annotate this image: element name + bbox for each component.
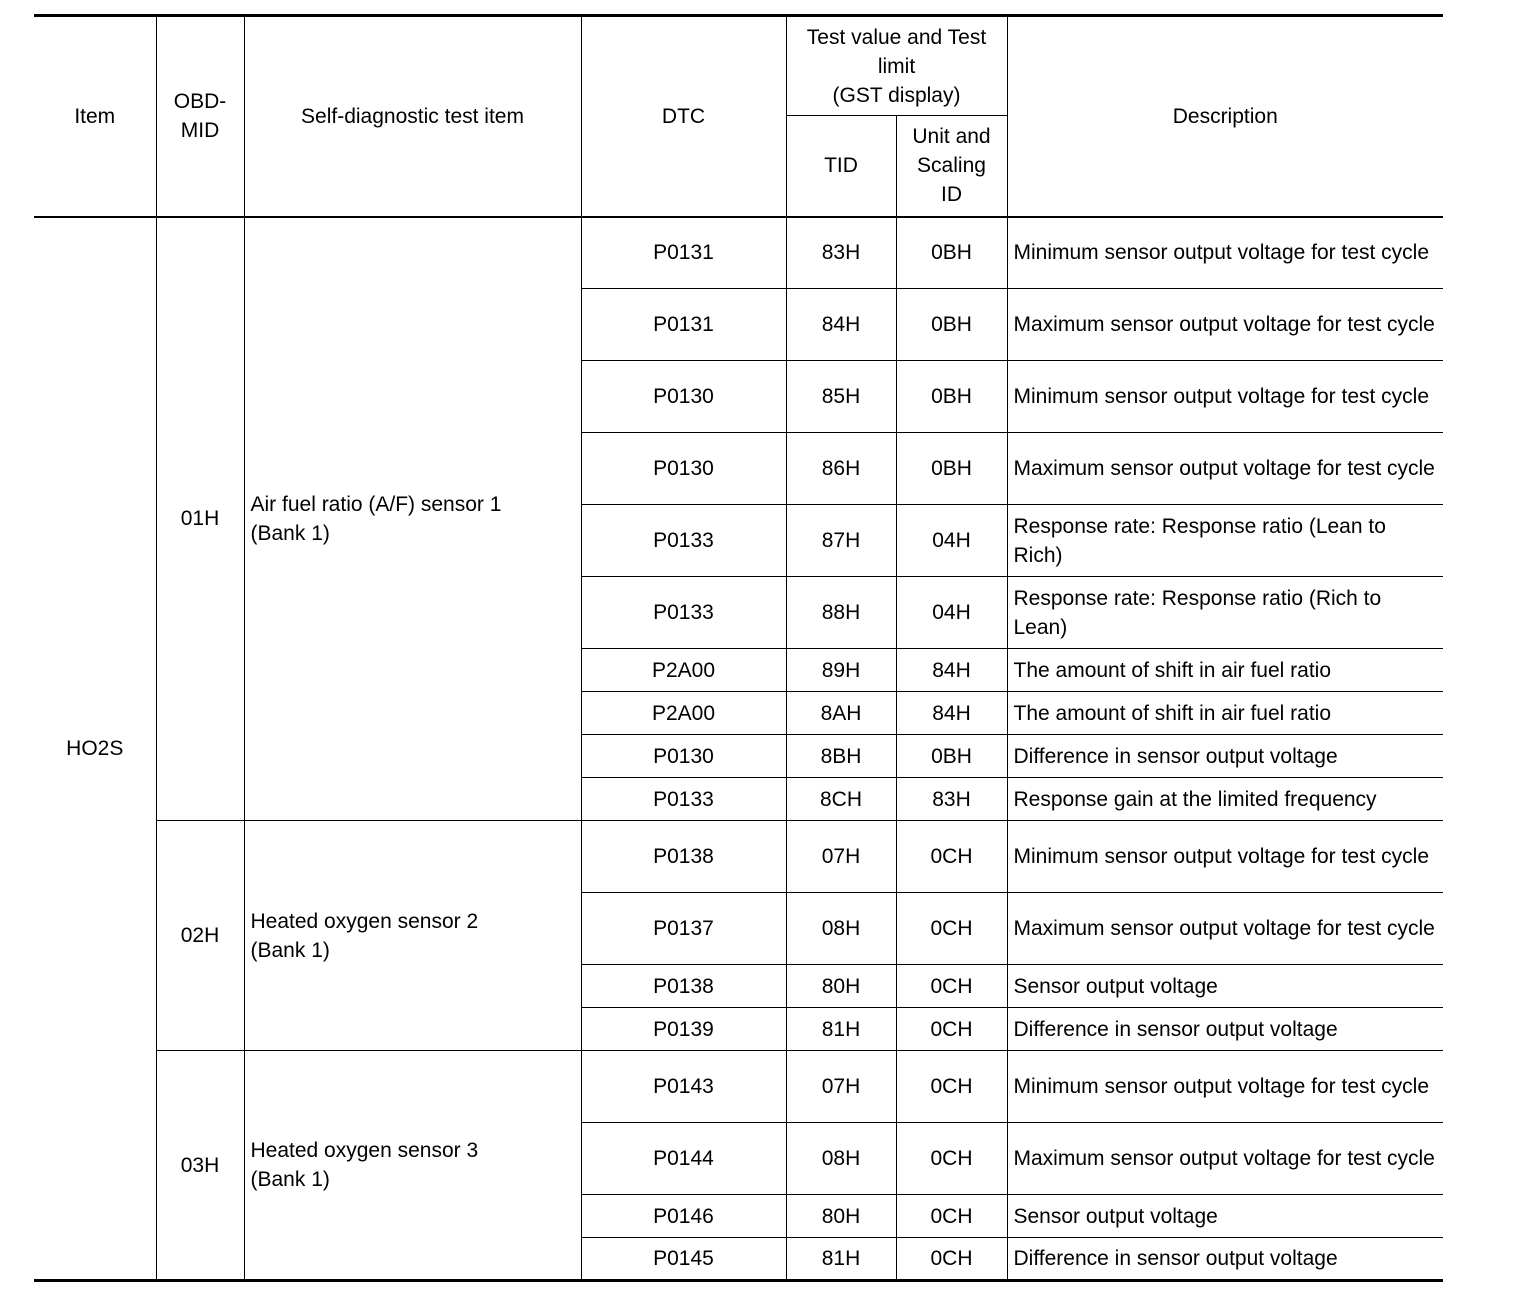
dtc-cell: P0130	[581, 433, 786, 505]
dtc-cell: P0133	[581, 505, 786, 577]
dtc-cell: P0146	[581, 1195, 786, 1238]
description-cell: The amount of shift in air fuel ratio	[1007, 649, 1443, 692]
description-cell: Minimum sensor output voltage for test cycle	[1007, 821, 1443, 893]
dtc-cell: P0138	[581, 965, 786, 1008]
header-test-value: Test value and Test limit (GST display)	[786, 16, 1007, 116]
header-row-1	[34, 16, 1443, 116]
unit-cell: 0CH	[896, 893, 1007, 965]
header-self-diagnostic-test-item: Self-diagnostic test item	[244, 16, 581, 217]
tid-cell: 83H	[786, 217, 896, 289]
unit-cell: 0CH	[896, 821, 1007, 893]
tid-cell: 80H	[786, 965, 896, 1008]
unit-cell: 84H	[896, 692, 1007, 735]
tid-cell: 8AH	[786, 692, 896, 735]
description-cell: Difference in sensor output voltage	[1007, 1008, 1443, 1051]
unit-cell: 0CH	[896, 1051, 1007, 1123]
description-cell: Minimum sensor output voltage for test cycle	[1007, 217, 1443, 289]
dtc-cell: P0145	[581, 1238, 786, 1281]
unit-cell: 84H	[896, 649, 1007, 692]
unit-cell: 0BH	[896, 289, 1007, 361]
description-cell: Response gain at the limited frequency	[1007, 778, 1443, 821]
tid-cell: 89H	[786, 649, 896, 692]
tid-cell: 80H	[786, 1195, 896, 1238]
header-unit-scaling-id: Unit and Scaling ID	[896, 116, 1007, 217]
unit-cell: 0BH	[896, 217, 1007, 289]
obd-mid-table	[34, 14, 1443, 1282]
tid-cell: 07H	[786, 1051, 896, 1123]
obd-mid-cell: 02H	[156, 821, 244, 1051]
unit-cell: 0CH	[896, 1008, 1007, 1051]
unit-cell: 04H	[896, 505, 1007, 577]
test-item-cell: Heated oxygen sensor 2 (Bank 1)	[244, 821, 581, 1051]
dtc-cell: P0130	[581, 735, 786, 778]
header-description: Description	[1007, 16, 1443, 217]
dtc-cell: P0137	[581, 893, 786, 965]
description-cell: Sensor output voltage	[1007, 1195, 1443, 1238]
description-cell: Sensor output voltage	[1007, 965, 1443, 1008]
header-obd-mid: OBD- MID	[156, 16, 244, 217]
unit-cell: 0BH	[896, 361, 1007, 433]
unit-cell: 0CH	[896, 1238, 1007, 1281]
dtc-cell: P0143	[581, 1051, 786, 1123]
dtc-cell: P2A00	[581, 649, 786, 692]
dtc-cell: P0144	[581, 1123, 786, 1195]
dtc-cell: P0138	[581, 821, 786, 893]
description-cell: Response rate: Response ratio (Rich to Lean)	[1007, 577, 1443, 649]
test-item-cell: Heated oxygen sensor 3 (Bank 1)	[244, 1051, 581, 1281]
unit-cell: 0CH	[896, 965, 1007, 1008]
dtc-cell: P0133	[581, 577, 786, 649]
tid-cell: 87H	[786, 505, 896, 577]
header-tid: TID	[786, 116, 896, 217]
header-dtc: DTC	[581, 16, 786, 217]
test-item-cell: Air fuel ratio (A/F) sensor 1 (Bank 1)	[244, 217, 581, 821]
description-cell: The amount of shift in air fuel ratio	[1007, 692, 1443, 735]
tid-cell: 8BH	[786, 735, 896, 778]
dtc-cell: P0131	[581, 217, 786, 289]
description-cell: Maximum sensor output voltage for test cycle	[1007, 433, 1443, 505]
dtc-cell: P0131	[581, 289, 786, 361]
tid-cell: 08H	[786, 893, 896, 965]
tid-cell: 81H	[786, 1238, 896, 1281]
obd-mid-cell: 03H	[156, 1051, 244, 1281]
unit-cell: 83H	[896, 778, 1007, 821]
unit-cell: 04H	[896, 577, 1007, 649]
description-cell: Response rate: Response ratio (Lean to Rich)	[1007, 505, 1443, 577]
unit-cell: 0CH	[896, 1123, 1007, 1195]
dtc-cell: P0130	[581, 361, 786, 433]
tid-cell: 07H	[786, 821, 896, 893]
table-row	[34, 217, 1443, 289]
unit-cell: 0BH	[896, 433, 1007, 505]
table-row	[34, 1051, 1443, 1123]
description-cell: Difference in sensor output voltage	[1007, 735, 1443, 778]
description-cell: Difference in sensor output voltage	[1007, 1238, 1443, 1281]
tid-cell: 8CH	[786, 778, 896, 821]
header-item: Item	[34, 16, 156, 217]
dtc-cell: P0133	[581, 778, 786, 821]
item-cell: HO2S	[34, 217, 156, 1281]
tid-cell: 08H	[786, 1123, 896, 1195]
tid-cell: 81H	[786, 1008, 896, 1051]
unit-cell: 0CH	[896, 1195, 1007, 1238]
tid-cell: 85H	[786, 361, 896, 433]
tid-cell: 88H	[786, 577, 896, 649]
obd-mid-cell: 01H	[156, 217, 244, 821]
description-cell: Maximum sensor output voltage for test cycle	[1007, 893, 1443, 965]
description-cell: Minimum sensor output voltage for test cycle	[1007, 1051, 1443, 1123]
table-row	[34, 821, 1443, 893]
description-cell: Maximum sensor output voltage for test cycle	[1007, 1123, 1443, 1195]
dtc-cell: P0139	[581, 1008, 786, 1051]
description-cell: Minimum sensor output voltage for test cycle	[1007, 361, 1443, 433]
unit-cell: 0BH	[896, 735, 1007, 778]
tid-cell: 86H	[786, 433, 896, 505]
tid-cell: 84H	[786, 289, 896, 361]
dtc-cell: P2A00	[581, 692, 786, 735]
description-cell: Maximum sensor output voltage for test cycle	[1007, 289, 1443, 361]
